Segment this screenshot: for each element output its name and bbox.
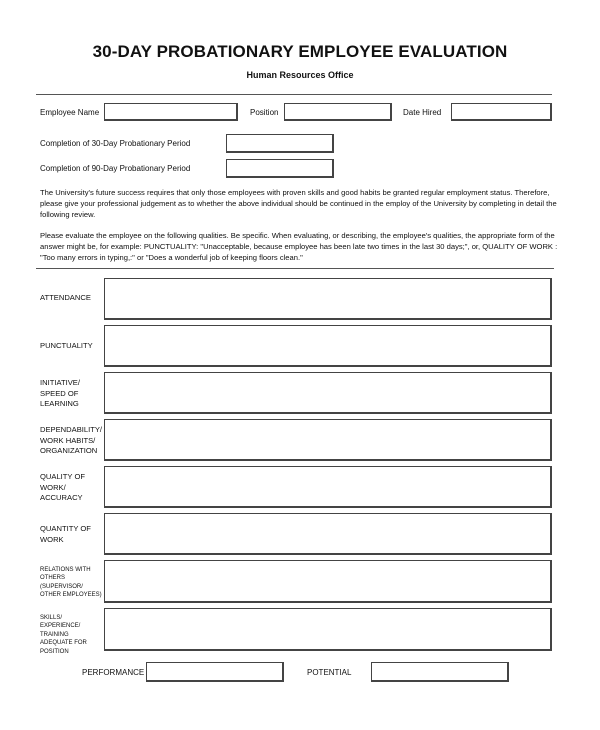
quality-label-quality-of-work: QUALITY OF WORK/ ACCURACY — [40, 472, 86, 502]
completion-30-label: Completion of 30-Day Probationary Period — [40, 139, 191, 148]
employee-name-field[interactable] — [104, 103, 238, 121]
performance-field[interactable] — [146, 662, 284, 682]
header-divider — [36, 94, 552, 95]
quality-label-skills: SKILLS/ EXPERIENCE/ TRAINING ADEQUATE FOR POSITION — [40, 615, 87, 655]
quality-label-punctuality: PUNCTUALITY — [40, 341, 93, 350]
page-title: 30-DAY PROBATIONARY EMPLOYEE EVALUATION — [92, 42, 508, 61]
quality-field-attendance[interactable] — [104, 278, 552, 320]
potential-label: POTENTIAL — [307, 668, 352, 677]
intro-divider — [36, 268, 554, 269]
quality-field-relations[interactable] — [104, 560, 552, 603]
quality-label-attendance: ATTENDANCE — [40, 293, 91, 302]
quality-label-initiative: INITIATIVE/ SPEED OF LEARNING — [40, 378, 80, 408]
position-field[interactable] — [284, 103, 392, 121]
quality-field-dependability[interactable] — [104, 419, 552, 461]
quality-label-dependability: DEPENDABILITY/ WORK HABITS/ ORGANIZATION — [40, 425, 103, 455]
quality-field-initiative[interactable] — [104, 372, 552, 414]
quality-field-skills[interactable] — [104, 608, 552, 651]
intro-paragraph-1: The University's future success requires that only those employees with proven skills and good habits be granted regular employment status. Therefore, please give your professional judgement as to whether the above individual should be continued in the employ of the University by completing in detail the following review. — [40, 188, 557, 219]
page-subtitle: Human Resources Office — [246, 70, 354, 80]
quality-label-relations: RELATIONS WITH OTHERS (SUPERVISOR/ OTHER EMPLOYEES) — [40, 567, 102, 599]
quality-field-quantity-of-work[interactable] — [104, 513, 552, 555]
completion-30-field[interactable] — [226, 134, 334, 153]
intro-paragraph-2: Please evaluate the employee on the following qualities. Be specific. When evaluating, or describing, the employee's qualities, the appropriate form of the answer might be, for example: PUNCTUALITY: "Unacceptable, because employee has been late two times in the last 30 days;", or, QUALITY OF WORK : "Too many errors in typing,:" or "Does a wonderful job of keeping floors clean." — [40, 231, 558, 262]
quality-label-quantity-of-work: QUANTITY OF WORK — [40, 524, 91, 544]
employee-name-label: Employee Name — [40, 108, 100, 117]
completion-90-field[interactable] — [226, 159, 334, 178]
date-hired-label: Date Hired — [403, 108, 442, 117]
date-hired-field[interactable] — [451, 103, 552, 121]
potential-field[interactable] — [371, 662, 509, 682]
position-label: Position — [250, 108, 279, 117]
performance-label: PERFORMANCE — [82, 668, 145, 677]
completion-90-label: Completion of 90-Day Probationary Period — [40, 164, 191, 173]
quality-field-punctuality[interactable] — [104, 325, 552, 367]
quality-field-quality-of-work[interactable] — [104, 466, 552, 508]
